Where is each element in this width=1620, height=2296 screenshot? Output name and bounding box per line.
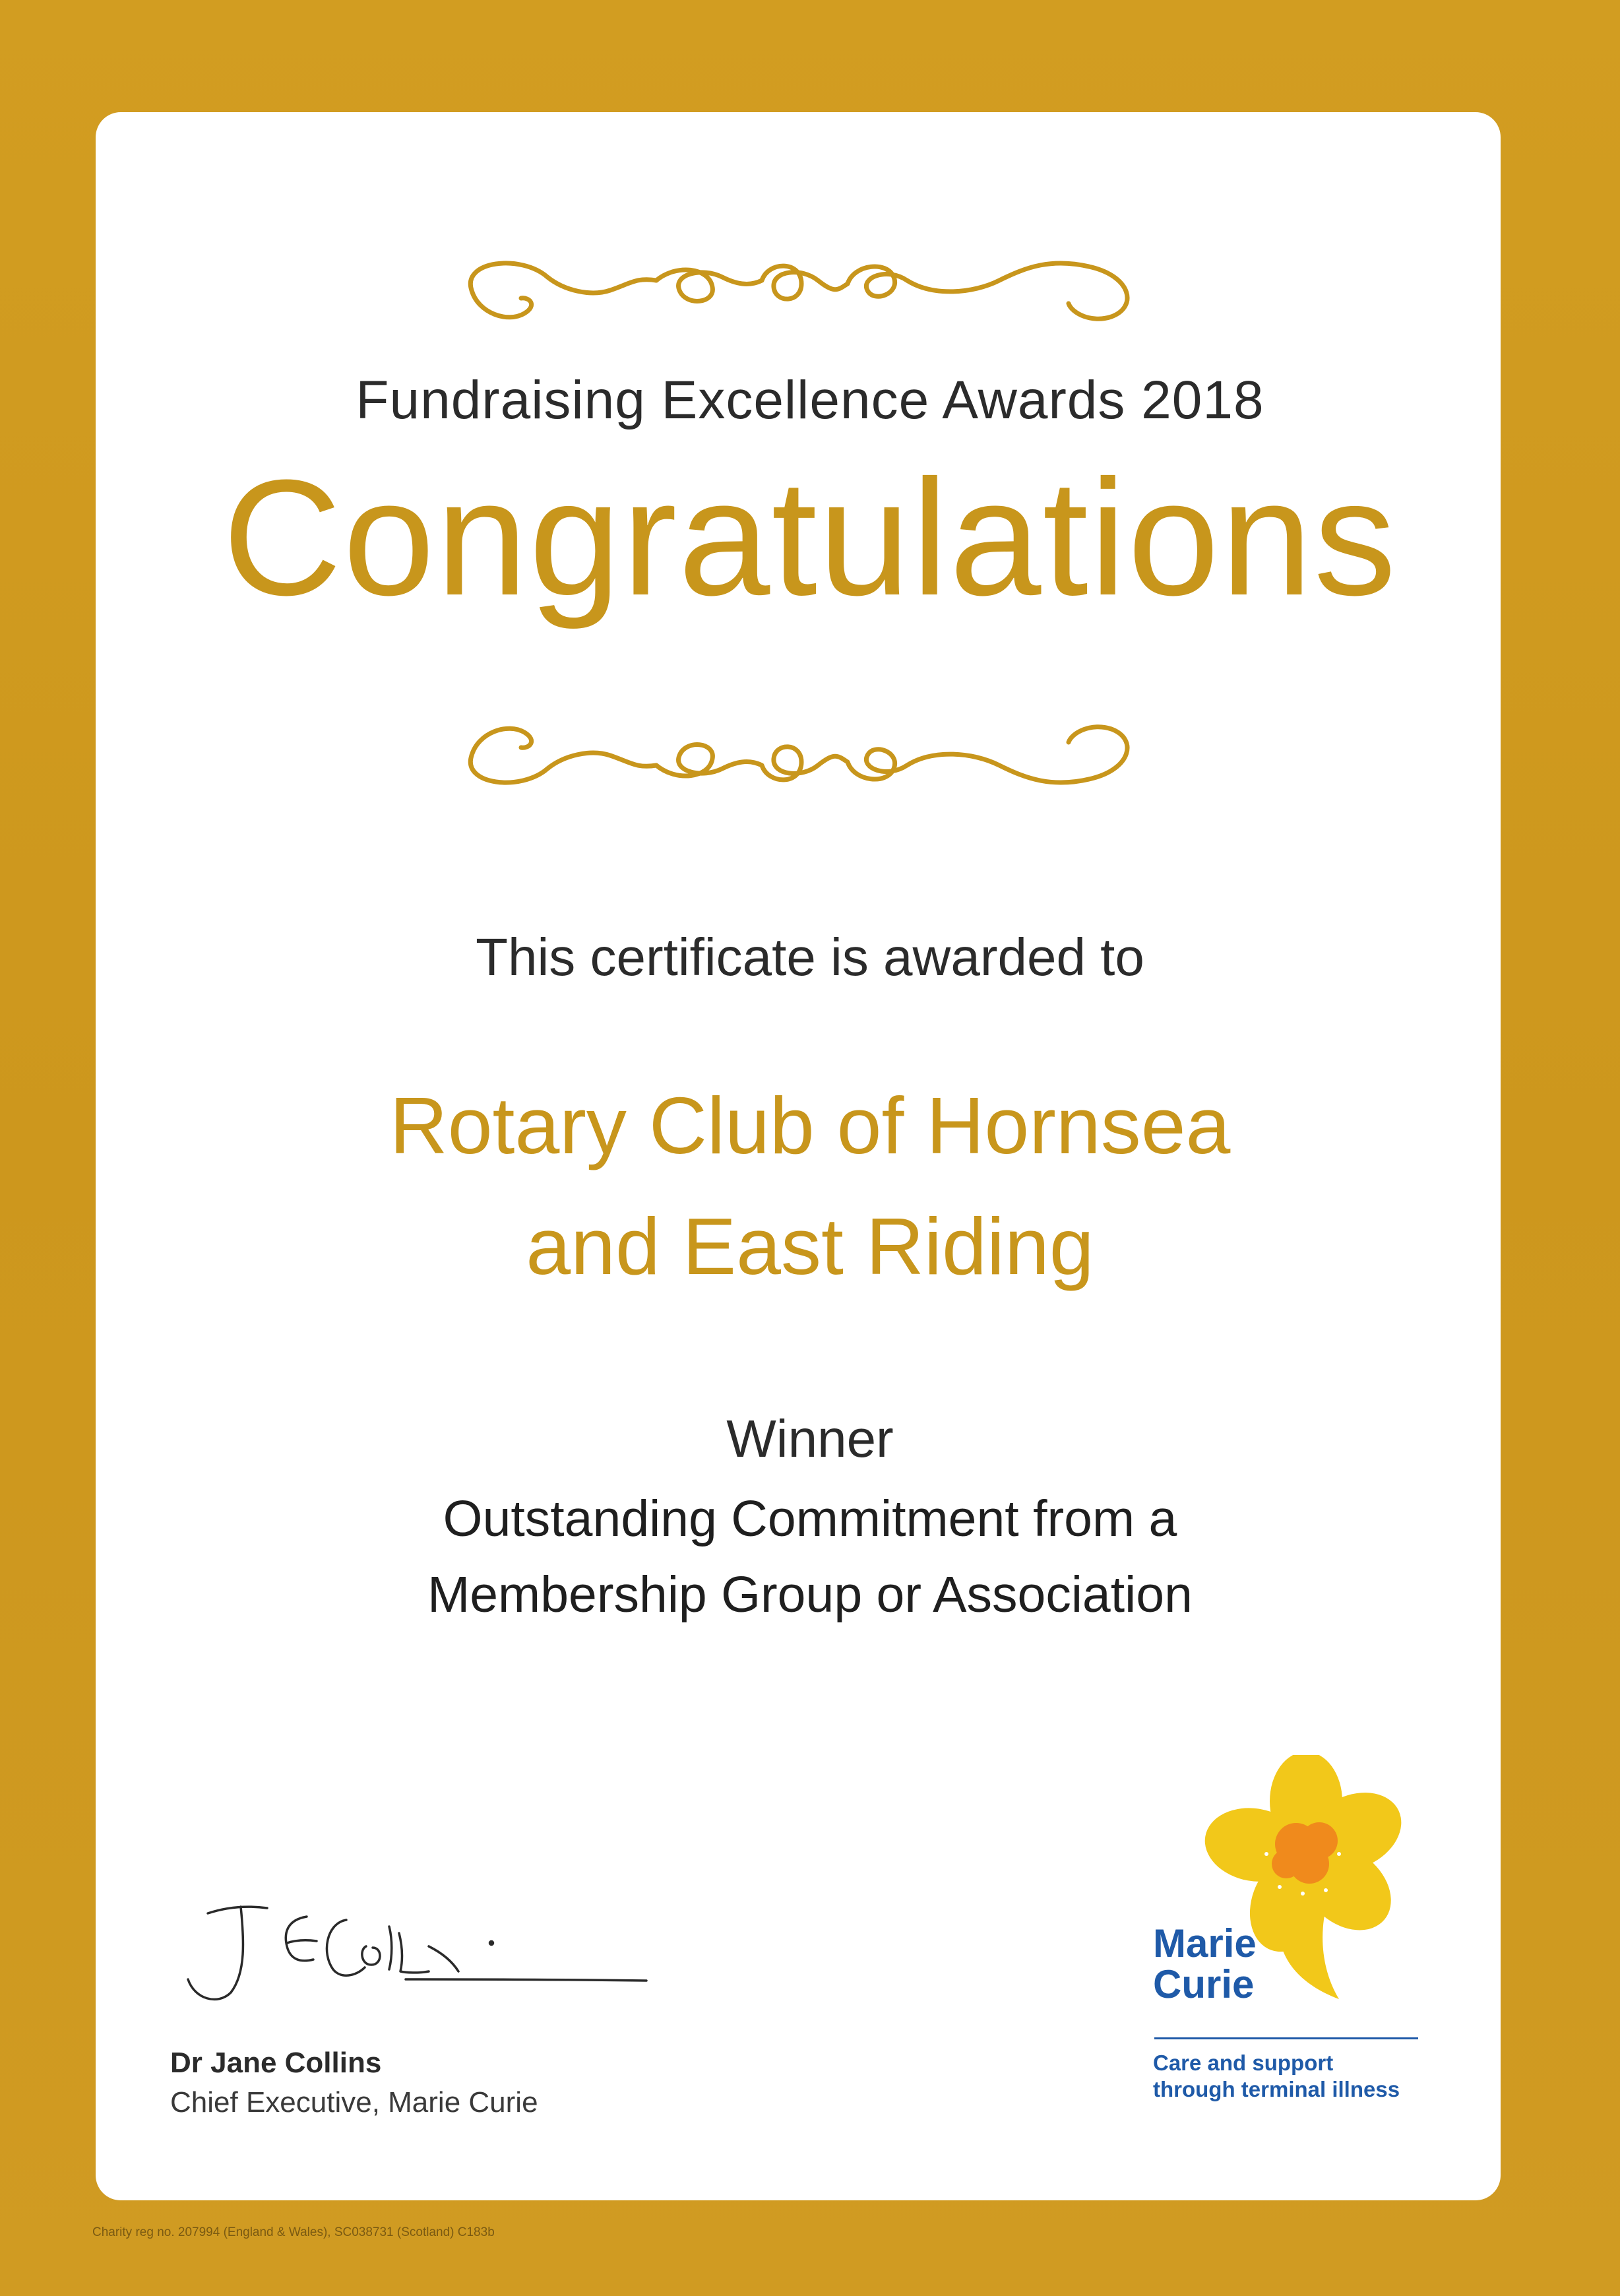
award-title: Fundraising Excellence Awards 2018 [356, 370, 1264, 430]
award-category [0, 1481, 1620, 1633]
category-line-2: Membership Group or Association [427, 1566, 1193, 1623]
brand-tagline: Care and support through terminal illness [1153, 2051, 1400, 2101]
category-line-1: Outstanding Commitment from a [443, 1490, 1177, 1547]
recipient-line-1: Rotary Club of Hornsea [389, 1081, 1231, 1170]
signature-image [168, 1887, 656, 2012]
awarded-to-label: This certificate is awarded to [476, 928, 1144, 986]
top-flourish-ornament [458, 251, 1141, 330]
congratulations-heading: Congratulations [222, 445, 1398, 629]
charity-registration: Charity reg no. 207994 (England & Wales), SC038731 (Scotland) C183b [92, 2225, 495, 2239]
winner-label: Winner [726, 1409, 894, 1468]
marie-curie-logo [1148, 1755, 1425, 2131]
signatory-name: Dr Jane Collins [170, 2047, 382, 2079]
brand-divider [1154, 2037, 1418, 2039]
brand-name: Marie Curie [1153, 1921, 1257, 2006]
recipient-line-2: and East Riding [526, 1201, 1094, 1291]
recipient-name [0, 1066, 1620, 1307]
bottom-flourish-ornament [458, 716, 1141, 795]
signatory-role: Chief Executive, Marie Curie [170, 2086, 538, 2119]
